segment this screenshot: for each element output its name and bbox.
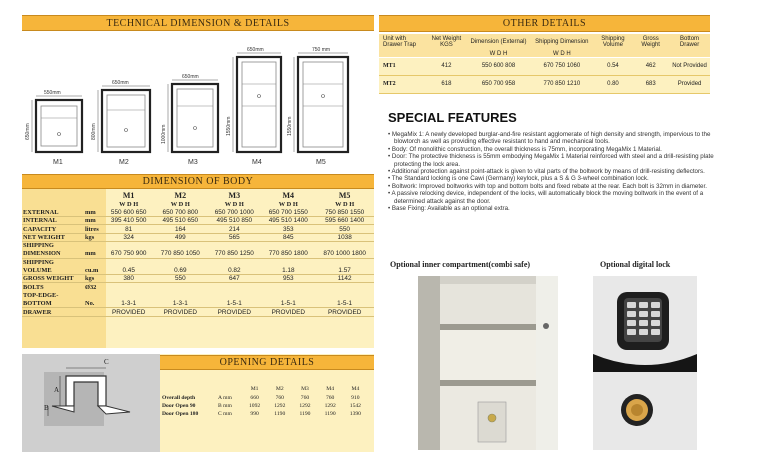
- safe-m1-width: 550mm: [44, 90, 61, 96]
- feature-text: A passive relocking device, independent of the locks, will automatically block the moving boltwork in the event of a determined attack against the door.: [391, 190, 704, 205]
- feature-item: [388, 168, 726, 175]
- body-row-value: 1-3-1: [153, 300, 207, 308]
- other-header: Net Weight KGS: [431, 36, 462, 48]
- feature-item: [388, 131, 726, 146]
- body-row-value: 0.69: [153, 266, 207, 274]
- body-row: [22, 283, 374, 291]
- body-row-value: [207, 258, 261, 266]
- other-header: Unit with Drawer Trap: [383, 36, 417, 48]
- feature-text: Boltwork: Improved boltworks with top and bottom bolts and fixed rebate at the rear. Each bolt is 32mm in diameter.: [391, 182, 707, 190]
- safe-m4-label: M4: [252, 159, 262, 166]
- body-row: [22, 217, 374, 225]
- body-row-value: [153, 283, 207, 291]
- other-header: Bottom Drawer: [679, 36, 700, 48]
- feature-text: Door: The protective thickness is 55mm embodying MegaMix 1 Material reinforced with steel and a drill-resisting plate protecting the lock area.: [391, 153, 714, 168]
- body-row-value: [207, 241, 261, 249]
- body-row-unit: No.: [84, 300, 104, 308]
- body-row-label: BOLTS: [23, 283, 44, 291]
- body-row-value: [104, 283, 153, 291]
- body-row-value: [104, 291, 153, 299]
- opening-model: M2: [275, 386, 284, 392]
- body-row-value: 1-5-1: [207, 300, 261, 308]
- opening-row-label: Door Open 90: [162, 403, 196, 409]
- body-row-value: 1-5-1: [315, 300, 374, 308]
- tech-title-banner: [22, 15, 374, 31]
- opening-model: M4: [326, 386, 335, 392]
- opening-row-label: Door Open 180: [162, 411, 199, 417]
- inner-compartment-caption: Optional inner compartment(combi safe): [390, 260, 531, 269]
- other-cell-dim: 550 600 808: [481, 62, 516, 69]
- body-row-value: [261, 291, 315, 299]
- body-row-value: 395 410 500: [104, 217, 153, 225]
- safe-m2-label: M2: [119, 159, 129, 166]
- body-row: [22, 241, 374, 249]
- body-row-unit: mm: [84, 217, 104, 225]
- body-row: [22, 250, 374, 258]
- opening-row-value: 660: [250, 395, 259, 401]
- other-cell-unit: MT1: [383, 62, 396, 69]
- other-cell-volume: 0.54: [607, 62, 619, 69]
- opening-model: M4: [351, 386, 360, 392]
- opening-model: M1: [250, 386, 259, 392]
- feature-item: [388, 153, 726, 168]
- safe-m4-drawing: [226, 47, 281, 166]
- body-row-value: [153, 241, 207, 249]
- safe-drawings: [22, 40, 374, 170]
- body-row-value: [261, 283, 315, 291]
- other-row: [379, 57, 710, 75]
- opening-row-value: 1190: [274, 411, 286, 417]
- feature-text: MegaMix 1: A newly developed burglar-and-fire resistant agglomerate of high density and strength, impervious to the blowtorch as well as providing effective resistant to hand and mechanical tools.: [391, 131, 711, 146]
- body-row-value: 770 850 1050: [153, 250, 207, 258]
- body-row-value: 495 510 850: [207, 217, 261, 225]
- bullet-icon: •: [388, 182, 392, 190]
- body-row-value: [207, 283, 261, 291]
- opening-row-value: 1190: [324, 411, 336, 417]
- other-row: [379, 75, 710, 93]
- body-row-value: 1142: [315, 275, 374, 283]
- body-row-value: 650 700 800: [153, 208, 207, 216]
- body-row: [22, 308, 374, 316]
- body-row-value: 1-5-1: [261, 300, 315, 308]
- bullet-icon: •: [388, 168, 392, 176]
- body-row-unit: [84, 241, 104, 249]
- body-row: [22, 266, 374, 274]
- other-subheader-row: [379, 50, 710, 57]
- bullet-icon: •: [388, 175, 392, 183]
- body-row-value: [315, 291, 374, 299]
- body-row-value: 650 700 1000: [207, 208, 261, 216]
- body-row: [22, 300, 374, 308]
- body-row-value: 770 850 1250: [207, 250, 261, 258]
- other-cell-gross: 462: [645, 62, 656, 69]
- body-row-value: 647: [207, 275, 261, 283]
- body-row-value: [207, 291, 261, 299]
- other-header: Shipping Volume: [601, 36, 625, 48]
- other-subheader-ship: W D H: [553, 50, 571, 57]
- opening-letter-c: C: [104, 358, 109, 366]
- features-title: SPECIAL FEATURES: [388, 110, 517, 125]
- other-header: Gross Weight: [641, 36, 660, 48]
- safe-m3-label: M3: [188, 159, 198, 166]
- safe-m2-height: 800mm: [91, 123, 97, 140]
- bullet-icon: •: [388, 131, 392, 138]
- bullet-icon: •: [388, 153, 392, 161]
- body-model-m3: M3: [228, 191, 241, 200]
- body-row-value: 670 750 900: [104, 250, 153, 258]
- body-row-label: NET WEIGHT: [22, 233, 84, 241]
- body-row-unit: cu.m: [84, 266, 104, 274]
- feature-text: Additional protection against point-attack is given to vital parts of the boltwork by means of drill-resisting deflectors.: [391, 168, 705, 176]
- body-row-value: 1.57: [315, 266, 374, 274]
- opening-row-value: 760: [275, 395, 284, 401]
- opening-row-value: 1292: [324, 403, 336, 409]
- safe-m5-height: 1550mm: [287, 116, 293, 136]
- body-title: DIMENSION OF BODY: [142, 176, 254, 187]
- body-title-banner: [22, 174, 374, 189]
- opening-row-value: 1292: [274, 403, 286, 409]
- body-row-value: 1-3-1: [104, 300, 153, 308]
- body-row-label: VOLUME: [22, 266, 84, 274]
- body-row-value: 495 510 650: [153, 217, 207, 225]
- safe-m3-height: 1000mm: [161, 124, 167, 144]
- body-row-value: 650 700 1550: [261, 208, 315, 216]
- digital-lock-caption: Optional digital lock: [600, 260, 671, 269]
- body-model-m2: M2: [174, 191, 187, 200]
- opening-row-unit: C mm: [218, 411, 232, 417]
- safe-m1-label: M1: [53, 159, 63, 166]
- body-wdh: W D H: [224, 200, 244, 208]
- body-row: [22, 291, 374, 299]
- body-row-value: [104, 258, 153, 266]
- opening-row-value: 1092: [249, 403, 261, 409]
- opening-row-value: 760: [300, 395, 310, 401]
- opening-row-value: 760: [325, 395, 335, 401]
- opening-letter-a: A: [54, 386, 60, 394]
- body-row-label: BOTTOM: [22, 300, 84, 308]
- safe-m3-width: 650mm: [182, 74, 199, 80]
- body-row-value: 550 600 650: [104, 208, 153, 216]
- safe-m4-height: 1550mm: [226, 116, 232, 136]
- body-row: [22, 275, 374, 283]
- body-row-unit: [84, 308, 104, 316]
- body-row-value: PROVIDED: [207, 308, 261, 316]
- body-row-label: SHIPPING: [23, 258, 54, 266]
- opening-row-value: 1292: [299, 403, 311, 409]
- body-row-value: [261, 258, 315, 266]
- body-row-value: PROVIDED: [261, 308, 315, 316]
- other-cell-weight: 412: [441, 62, 452, 69]
- body-row-value: 353: [261, 225, 315, 233]
- body-row-value: [315, 258, 374, 266]
- body-wdh: W D H: [170, 200, 190, 208]
- opening-table: [162, 384, 368, 418]
- feature-item: [388, 183, 726, 190]
- safe-m1-height: 650mm: [25, 123, 31, 140]
- body-row-value: [261, 241, 315, 249]
- body-row-value: 870 1000 1800: [315, 250, 374, 258]
- opening-row-label: Overall depth: [162, 395, 196, 401]
- body-row-value: 750 850 1550: [315, 208, 374, 216]
- body-row-value: 499: [153, 233, 207, 241]
- body-row-label: DIMENSION: [22, 250, 84, 258]
- other-subheader-dim: W D H: [489, 50, 508, 57]
- body-row-value: [104, 241, 153, 249]
- body-row-unit: Ø32: [85, 283, 97, 291]
- body-row-value: 324: [104, 233, 153, 241]
- body-row-value: 595 660 1400: [315, 217, 374, 225]
- other-header-row: [379, 34, 710, 50]
- body-row: [22, 258, 374, 266]
- opening-title: OPENING DETAILS: [219, 357, 315, 368]
- body-wdh: W D H: [119, 200, 139, 208]
- bullet-icon: •: [388, 145, 392, 153]
- safe-m2-drawing: [91, 80, 150, 166]
- body-row-label: SHIPPING: [23, 242, 54, 250]
- body-row-label: GROSS WEIGHT: [22, 275, 84, 283]
- opening-row: [162, 394, 368, 402]
- body-row-value: 0.45: [104, 266, 153, 274]
- other-cell-drawer: Not Provided: [672, 62, 707, 69]
- body-row-value: 550: [315, 225, 374, 233]
- body-row-label: EXTERNAL: [22, 208, 84, 216]
- safe-m2-width: 650mm: [112, 80, 129, 86]
- bullet-icon: •: [388, 190, 392, 198]
- body-row-unit: mm: [84, 250, 104, 258]
- body-row-value: 495 510 1400: [261, 217, 315, 225]
- body-row-unit: kgs: [84, 233, 104, 241]
- body-row-unit: [84, 258, 104, 266]
- other-cell-unit: MT2: [383, 81, 396, 87]
- body-row-value: 770 850 1800: [261, 250, 315, 258]
- bullet-icon: •: [388, 205, 392, 213]
- safe-m3-drawing: [161, 74, 218, 166]
- body-row-value: [153, 291, 207, 299]
- body-wdh-row: [22, 200, 374, 208]
- body-row-value: [315, 283, 374, 291]
- other-cell-ship: 670 750 1060: [543, 62, 581, 69]
- body-row-label: CAPACITY: [22, 225, 84, 233]
- body-table: [22, 191, 374, 317]
- other-header: Shipping Dimension: [535, 39, 589, 45]
- tech-title: TECHNICAL DIMENSION & DETAILS: [106, 18, 290, 29]
- body-row: [22, 225, 374, 233]
- body-row-value: 565: [207, 233, 261, 241]
- body-row-value: 0.82: [207, 266, 261, 274]
- other-cell-weight: 618: [441, 81, 452, 87]
- other-title: OTHER DETAILS: [502, 18, 587, 29]
- body-row-value: 550: [153, 275, 207, 283]
- feature-item: [388, 190, 726, 205]
- body-row-value: PROVIDED: [104, 308, 153, 316]
- feature-item: [388, 205, 726, 212]
- opening-diagram: [22, 354, 160, 452]
- body-wdh: W D H: [335, 200, 355, 208]
- body-model-m4: M4: [282, 191, 295, 200]
- opening-model: M3: [301, 386, 309, 392]
- safe-m5-label: M5: [316, 159, 326, 166]
- body-row-value: PROVIDED: [315, 308, 374, 316]
- other-header: Dimension (External): [470, 39, 527, 45]
- other-cell-volume: 0.80: [607, 81, 619, 87]
- body-row-value: 953: [261, 275, 315, 283]
- feature-text: Body: Of monolithic construction, the overall thickness is 75mm, incorporating MegaMix 1 Material.: [391, 145, 662, 153]
- feature-item: [388, 146, 726, 153]
- feature-text: The Standard locking is one Cawi (Germany) keylock, plus a S & G 3-wheel combination lock.: [391, 175, 649, 183]
- body-row: [22, 233, 374, 241]
- body-row-value: 1038: [315, 233, 374, 241]
- opening-row-value: 1542: [349, 403, 361, 409]
- other-cell-drawer: Provided: [677, 81, 702, 87]
- safe-m1-drawing: [25, 90, 82, 166]
- safe-m5-width: 750 mm: [312, 47, 331, 53]
- feature-item: [388, 175, 726, 182]
- opening-row: [162, 410, 368, 418]
- body-model-m1: M1: [122, 191, 135, 200]
- body-row-value: 164: [153, 225, 207, 233]
- inner-compartment-illustration: [418, 276, 558, 450]
- opening-letter-b: B: [44, 404, 49, 412]
- other-table: [379, 34, 710, 94]
- body-row-unit: [84, 291, 104, 299]
- opening-title-banner: [160, 355, 374, 370]
- other-cell-gross: 683: [645, 81, 656, 87]
- opening-row-unit: A mm: [218, 395, 232, 401]
- body-row-label: TOP-EDGE-: [23, 291, 59, 299]
- safe-m4-width: 650mm: [247, 47, 264, 53]
- body-row: [22, 208, 374, 216]
- digital-lock-photo: [593, 276, 697, 450]
- digital-lock-illustration: [593, 276, 697, 450]
- opening-row-value: 1190: [299, 411, 311, 417]
- opening-row-value: 1390: [349, 411, 361, 417]
- body-row-value: 380: [104, 275, 153, 283]
- body-row-value: [315, 241, 374, 249]
- body-model-row: [22, 191, 374, 200]
- other-title-banner: [379, 15, 710, 32]
- body-row-unit: mm: [84, 208, 104, 216]
- inner-compartment-photo: [418, 276, 558, 450]
- body-row-value: [153, 258, 207, 266]
- opening-row-value: 990: [250, 411, 259, 417]
- body-row-value: 214: [207, 225, 261, 233]
- other-cell-dim: 650 700 958: [481, 81, 516, 87]
- body-row-value: 81: [104, 225, 153, 233]
- body-row-unit: kgs: [84, 275, 104, 283]
- body-row-value: PROVIDED: [153, 308, 207, 316]
- feature-text: Base Fixing: Available as an optional extra.: [391, 205, 510, 213]
- safe-m5-drawing: [287, 47, 348, 166]
- opening-row: [162, 402, 368, 410]
- body-wdh: W D H: [278, 200, 298, 208]
- other-cell-ship: 770 850 1210: [543, 81, 581, 87]
- body-row-unit: litres: [84, 225, 104, 233]
- body-row-value: 845: [261, 233, 315, 241]
- opening-row-unit: B mm: [218, 403, 232, 409]
- body-row-label: DRAWER: [22, 308, 84, 316]
- body-model-m5: M5: [338, 191, 351, 200]
- features-list: [388, 131, 726, 212]
- body-row-value: 1.18: [261, 266, 315, 274]
- opening-model-row: [162, 384, 368, 394]
- body-row-label: INTERNAL: [22, 217, 84, 225]
- opening-row-value: 910: [351, 395, 360, 401]
